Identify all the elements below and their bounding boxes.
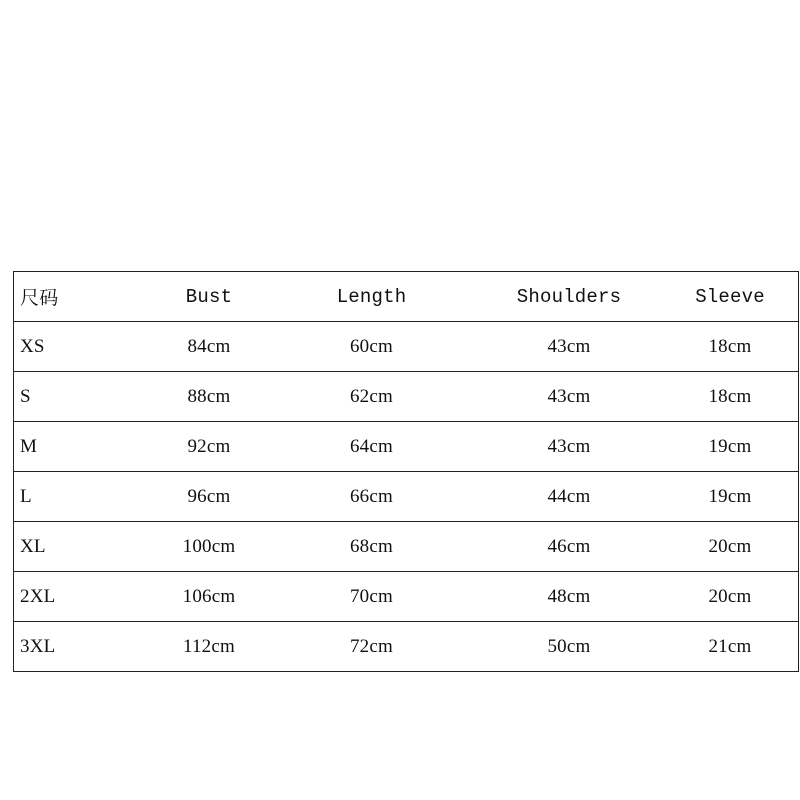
length-cell: 68cm (349, 535, 393, 557)
shoulders-cell: 44cm (547, 485, 591, 507)
table-row (14, 372, 798, 422)
table-row (14, 572, 798, 622)
bust-cell: 106cm (182, 585, 236, 607)
length-cell: 64cm (349, 435, 393, 457)
shoulders-cell: 46cm (547, 535, 591, 557)
size-cell: 3XL (20, 635, 56, 657)
bust-cell: 88cm (187, 385, 231, 407)
size-cell: XS (20, 335, 45, 357)
header-sleeve: Sleeve (695, 285, 765, 308)
length-cell: 72cm (349, 635, 393, 657)
length-cell: 62cm (349, 385, 393, 407)
size-cell: XL (20, 535, 46, 557)
size-cell: 2XL (20, 585, 56, 607)
table-header-row (14, 272, 798, 322)
shoulders-cell: 48cm (547, 585, 591, 607)
sleeve-cell: 18cm (708, 385, 752, 407)
sleeve-cell: 20cm (708, 585, 752, 607)
header-shoulders: Shoulders (516, 285, 622, 308)
sleeve-cell: 19cm (708, 435, 752, 457)
sleeve-cell: 18cm (708, 335, 752, 357)
bust-cell: 92cm (187, 435, 231, 457)
bust-cell: 84cm (187, 335, 231, 357)
shoulders-cell: 43cm (547, 335, 591, 357)
length-cell: 70cm (349, 585, 393, 607)
size-cell: L (20, 485, 32, 507)
length-cell: 60cm (349, 335, 393, 357)
table-row (14, 472, 798, 522)
shoulders-cell: 43cm (547, 385, 591, 407)
bust-cell: 96cm (187, 485, 231, 507)
table-row (14, 322, 798, 372)
bust-cell: 100cm (182, 535, 236, 557)
header-bust: Bust (185, 285, 233, 308)
sleeve-cell: 21cm (708, 635, 752, 657)
table-row (14, 622, 798, 672)
table-row (14, 522, 798, 572)
size-chart-table (13, 271, 799, 672)
shoulders-cell: 43cm (547, 435, 591, 457)
shoulders-cell: 50cm (547, 635, 591, 657)
header-length: Length (336, 285, 407, 308)
length-cell: 66cm (349, 485, 393, 507)
size-cell: S (20, 385, 31, 407)
sleeve-cell: 19cm (708, 485, 752, 507)
header-size: 尺码 (20, 288, 59, 310)
bust-cell: 112cm (182, 635, 235, 657)
sleeve-cell: 20cm (708, 535, 752, 557)
size-cell: M (20, 435, 38, 457)
table-row (14, 422, 798, 472)
